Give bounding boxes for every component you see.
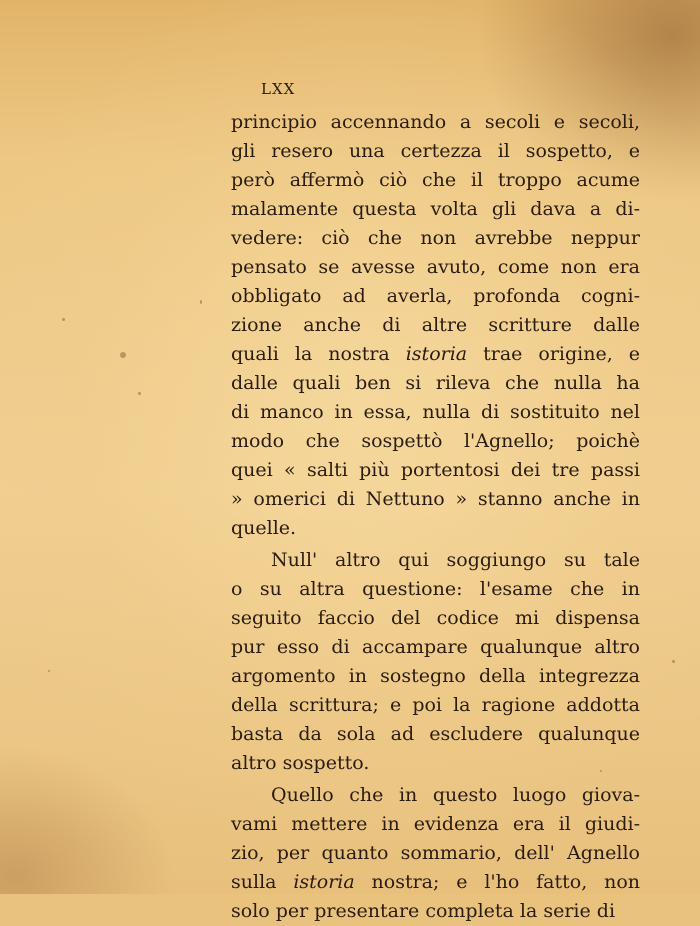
text-line: pensato se avesse avuto, come non era [231, 256, 640, 278]
italic-word: istoria [405, 343, 468, 365]
text-line: quei « salti più portentosi dei tre passi [231, 459, 640, 481]
text-line: dalle quali ben si rileva che nulla ha [231, 372, 640, 394]
text-line: vedere: ciò che non avrebbe neppur [231, 227, 640, 249]
paper-speck [48, 670, 50, 672]
paragraph [231, 546, 640, 778]
paper-speck [200, 300, 202, 304]
text-line: sulla istoria nostra; e l'ho fatto, non [231, 871, 640, 893]
italic-word: istoria [293, 871, 355, 893]
paragraph [231, 781, 640, 926]
text-line: vami mettere in evidenza era il giudi- [231, 813, 640, 835]
text-line: Null' altro qui soggiungo su tale [271, 549, 640, 571]
text-line: » omerici di Nettuno » stanno anche in [231, 488, 640, 510]
text-line: di manco in essa, nulla di sostituito nel [231, 401, 640, 423]
paper-speck [672, 660, 675, 663]
page-number: LXX [261, 80, 296, 98]
paper-speck [120, 352, 126, 358]
text-line: gli resero una certezza il sospetto, e [231, 140, 640, 162]
text-line: altro sospetto. [231, 752, 370, 774]
text-line: malamente questa volta gli dava a di- [231, 198, 640, 220]
paragraph [231, 108, 640, 543]
body-text [231, 108, 640, 926]
text-line: argomento in sostegno della integrezza [231, 665, 640, 687]
text-line: della scrittura; e poi la ragione addotta [231, 694, 640, 716]
text-line: quelle. [231, 517, 297, 539]
text-line: modo che sospettò l'Agnello; poichè [231, 430, 640, 452]
text-line: basta da sola ad escludere qualunque [231, 723, 640, 745]
paper-speck [138, 392, 141, 395]
text-line: principio accennando a secoli e secoli, [231, 111, 640, 133]
text-line: solo per presentare completa la serie di [231, 900, 616, 922]
text-line: zio, per quanto sommario, dell' Agnello [231, 842, 640, 864]
text-line: però affermò ciò che il troppo acume [231, 169, 640, 191]
paper-speck [62, 318, 65, 321]
text-line: seguito faccio del codice mi dispensa [231, 607, 640, 629]
text-line: o su altra questione: l'esame che in [231, 578, 640, 600]
text-line: obbligato ad averla, profonda cogni- [231, 285, 640, 307]
text-line: Quello che in questo luogo giova- [271, 784, 640, 806]
text-line: quali la nostra istoria trae origine, e [231, 343, 640, 365]
text-line: pur esso di accampare qualunque altro [231, 636, 640, 658]
text-line: zione anche di altre scritture dalle [231, 314, 640, 336]
